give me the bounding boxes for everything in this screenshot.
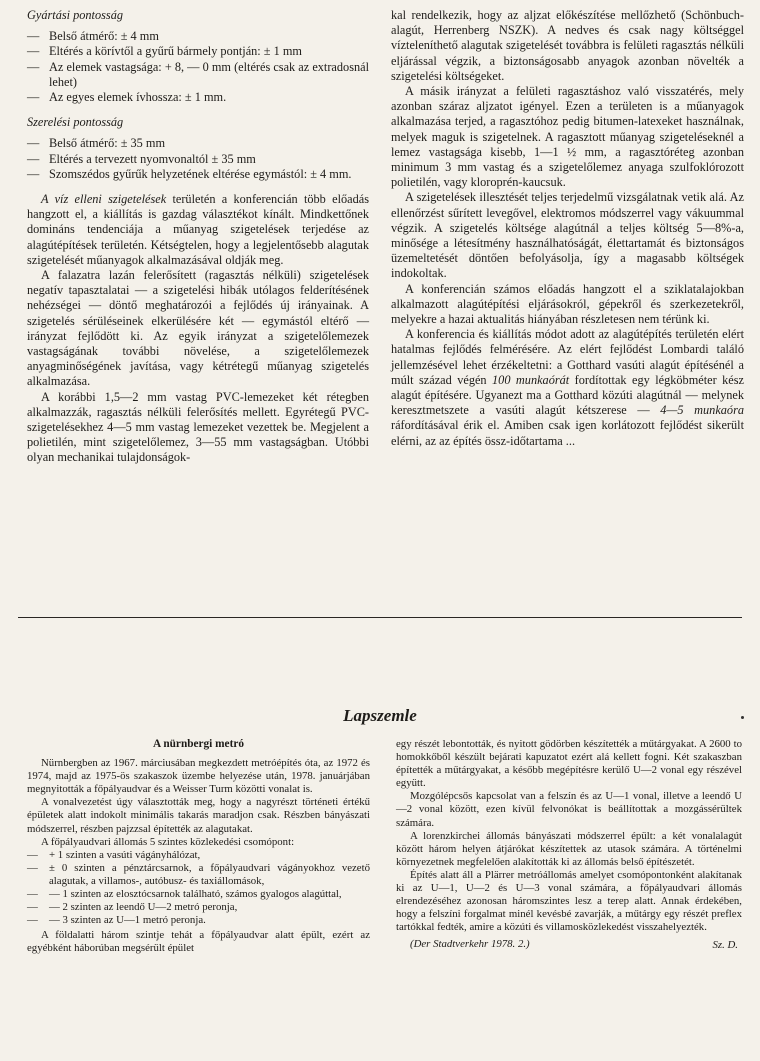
paragraph: A korábbi 1,5—2 mm vastag PVC-lemezeket két rétegben alkalmazzák, ragasztás nélküli felerősítés mellett. Egyrétegű PVC-szigetelésekhez 4—5 mm vastag lemezeket vezettek be. Megjelent a polietilén, mint szigetelőlemez, 3—55 mm vastagságban. Utóbbi olyan mechanikai tulajdonságok- [27,389,369,465]
section-divider [18,617,742,618]
paragraph: egy részét lebontották, és nyitott gödörben készítették a műtárgyakat. A 2600 to homokkőből készült bejárati kapuzatot ezért alá kellett fogni. Két szakaszban építették a műtárgyakat, a később megépítésre kerülő U—2 vonal egy részével együtt. [396,738,742,790]
list-item: — Eltérés a tervezett nyomvonaltól ± 35 mm [27,152,369,167]
article-signature: Sz. D. [712,938,738,951]
paragraph [27,192,369,268]
paragraph-text: ráfordításával érik el. Amiben csak igen korlátozott fejlődést sikerült elérni, az az építés össz-időtartama ... [391,418,744,448]
article-title: A nürnbergi metró [153,738,244,750]
top-right-column [391,8,744,449]
manufacture-heading: Gyártási pontosság [27,8,123,22]
list-item: — Eltérés a körívtől a gyűrű bármely pontján: ± 1 mm [27,44,369,59]
levels-list [27,849,370,928]
emphasis: 4—5 munkaóra [660,403,745,418]
spacer [27,184,369,192]
list-item: — Belső átmérő: ± 35 mm [27,136,369,151]
list-item: — Belső átmérő: ± 4 mm [27,29,369,44]
list-item: — + 1 szinten a vasúti vágányhálózat, [27,849,370,862]
paragraph: A főpályaudvari állomás 5 szintes közlekedési csomópont: [41,835,295,848]
assembly-list [27,136,369,182]
list-item: — — 1 szinten az elosztócsarnok található, számos gyalogos alagúttal, [27,888,370,901]
paragraph-text: területén a konferencián több előadás hangzott el, a kiállítás is gazdag választékot kínált. Mindkettőnek domináns tendenciája a műanyag szigetelések terjedése az alagútépítések területén. Kétségtelen, hogy a legjelentősebb alagutak szigetelését műanyagok alkalmazásával oldják meg. [27,192,369,267]
spacer [27,107,369,115]
paragraph-text: fordítottak egy légköbméter kész alagút építésére. Ugyanezt ma a Gotthard közúti alagútnál — melynek keresztmetszete a vasúti alagút kétszerese — [391,372,744,418]
emphasis: 100 munkaórát [492,372,570,387]
paragraph: A másik irányzat a felületi ragasztáshoz való visszatérés, mely azonban száraz aljzatot igényel. Ezen a területen is a műanyagok alkalmazása terjed, a ragasztóhoz pedig bitumen-latexeket használnak, melyek maguk is szigetelnek. A ragasztott műanyag szigeteléseknél a lemez vastagsága kisebb, 1—1 ½ mm, a ragasztóréteg azonban minimum 3 mm vastag és a szigetelőlemez anyaga szulfoklórozott polietilén, vagy kloroprén-kaucsuk. [391,84,744,190]
paragraph: A vonalvezetést úgy választották meg, hogy a nagyrészt történeti értékű épületek alatt indokolt minimális takarás maradjon csak. Részben bányászati módszerrel, részben pajzzsal építették az alagutakat. [27,796,370,835]
paragraph-text: A konferencia és kiállítás módot adott az alagútépítés területén elért hatalmas fejlődés felmérésére. Az elért fejlődést Lombardi találó jellemzésével lehet érzékeltetni: a Gotthard vasúti alagút építésénél a múlt század végén [391,327,744,387]
paragraph: A földalatti három szintje tehát a főpályaudvar alatt épült, ezért az egyébként háborúban megsérült épület [27,929,370,955]
article-source: (Der Stadtverkehr 1978. 2.) [410,938,530,951]
paragraph: Nürnbergben az 1967. márciusában megkezdett metróépítés óta, az 1972 és 1974, majd az 1975-ös szakaszok üzembe helyezése után, 1978. januárjában megnyitották a főpályaudvar és a Weisser Turm közötti vonalat is. [27,757,370,796]
article-left-column [27,738,370,956]
article-right-column [396,738,742,952]
section-title: Lapszemle [343,706,417,725]
list-item: — — 3 szinten az U—1 metró peronja. [27,914,370,927]
top-left-column [27,8,369,466]
list-item: — Az egyes elemek ívhossza: ± 1 mm. [27,90,369,105]
paragraph-lead: A víz elleni szigetelések [41,192,167,207]
paragraph: Mozgólépcsős kapcsolat van a felszín és az U—1 vonal, illetve a leendő U—2 vonal között, ezen kívül felvonókat is beállítottak a mozgássérültek számára. [396,790,742,829]
assembly-heading: Szerelési pontosság [27,115,124,130]
paragraph [391,327,744,449]
paragraph: A szigetelések illesztését teljes terjedelmű vizsgálatnak vetik alá. Az ellenőrzést sűrített levegővel, elektromos módszerrel vagy vákuummal végzik. A szigetelés költsége alagútnál a teljes költség 5—8%-a, minősége a létesítmény használhatóságát, élettartamát és biztonságos üzemeltetését döntően befolyásolja, így a magasabb költségek indokoltak. [391,190,744,281]
print-mark [741,716,744,719]
list-item: — Az elemek vastagsága: + 8, — 0 mm (eltérés csak az extradosnál lehet) [27,60,369,90]
paragraph: A lorenzkirchei állomás bányászati módszerrel épült: a két vonalalagút között három helyen átjárókat készítettek az utasok számára. A történelmi környezetnek megfelelően alakították ki az állomás belső építészetét. [396,829,742,868]
list-item: — ± 0 szinten a pénztárcsarnok, a főpályaudvari vágányokhoz vezető alagutak, a villamos-, autóbusz- és taxiállomások, [27,862,370,888]
paragraph: A falazatra lazán felerősített (ragasztás nélküli) szigetelések negatív tapasztalatai — a szigetelési hibák utólagos felderítésének nehézségei — döntő meghatározói a fejlődés új irányainak. A szigetelés sérüléseinek elkerülésére két — egymástól eltérő — irányzat fejlődött ki. Az egyik irányzat a szigetelőlemezek vastagságának további növelése, a szigetelőlemezek anyagminőségének javítása, vagy kétrétegű műanyag szigetelés alkalmazása. [27,268,369,389]
paragraph: kal rendelkezik, hogy az aljzat előkészítése mellőzhető (Schönbuch-alagút, Herrenberg NSZK). A nedves és csak nagy költséggel vízteleníthető alagutak szigetelését továbbra is felületi ragasztás nélküli eljárással végzik, a biztonságosabb anyagok azonban növelték a szigetelési költségeket. [391,8,744,83]
list-item: — — 2 szinten az leendő U—2 metró peronja, [27,901,370,914]
paragraph: Építés alatt áll a Plärrer metróállomás amelyet csomópontonként alakítanak ki az U—1, U—2 és U—3 vonal számára, a főpályaudvari állomás elrendezéséhez azonosan háromszintes lesz a terep alatt. Annak érdekében, hogy a felszíni forgalmat minél kevésbé zavarják, a műtárgy egy részét preflex tartókkal fedték, amire a közúti és villamosközlekedést visszahelyezték. [396,868,742,934]
manufacture-list [27,29,369,105]
list-item: — Szomszédos gyűrűk helyzetének eltérése egymástól: ± 4 mm. [27,167,369,182]
paragraph: A konferencián számos előadás hangzott el a sziklatalajokban alkalmazott alagútépítési eljárásokról, gépekről és szerkezetekről, melyekre a hazai aktualitás hiányában részletesen nem térünk ki. [391,281,744,327]
